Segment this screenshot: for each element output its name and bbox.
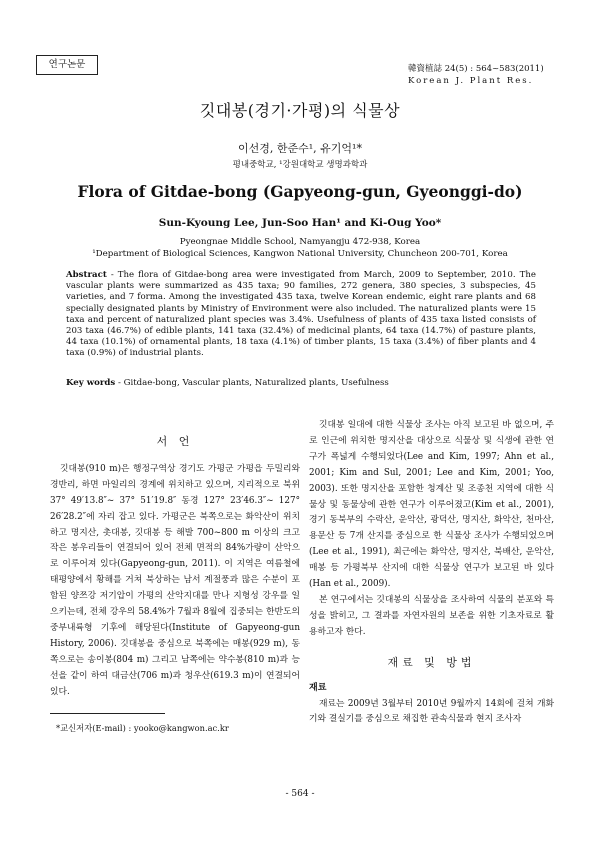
- journal-reference: [408, 63, 548, 87]
- korean-title: 깃대봉(경기·가평)의 식물상: [199, 101, 401, 120]
- korean-authors: 이선경, 한준수¹, 유기억¹*: [238, 142, 362, 155]
- korean-affiliation: 평내중학교, ¹강원대학교 생명과학과: [232, 160, 368, 170]
- materials-paragraph: 재료는 2009년 3월부터 2010년 9월까지 14회에 걸쳐 개화기와 결실기를 중심으로 채집한 관속식물과 현지 조사자: [309, 698, 554, 725]
- right-column: [309, 418, 554, 728]
- introduction-paragraph-3: 본 연구에서는 깃대봉의 식물상을 조사하여 식물의 분포와 특성을 밝히고, 그 결과를 자연자원의 보존을 위한 기초자료로 활용하고자 한다.: [309, 594, 554, 637]
- affiliation-line-1: Pyeongnae Middle School, Namyangju 472-938, Korea: [179, 237, 421, 247]
- abstract: [66, 270, 536, 360]
- english-affiliation: [0, 236, 600, 260]
- keywords-text: - Gitdae-bong, Vascular plants, Naturalized plants, Usefulness: [115, 378, 389, 388]
- abstract-text: - The flora of Gitdae-bong area were investigated from March, 2009 to September, 2010. The vascular plants were summarized as 435 taxa; 90 families, 272 genera, 380 species, 3 subspecies, 45 varieties, and 7 forma. Among the investigated 435 taxa, twelve Korean endemic, eight rare plants and 68 specially designated plants by Ministry of Environment were also included. The naturalized plants were 15 taxa and percent of naturalized plant species was 3.4%. Usefulness of plants of 435 taxa listed consists of 203 taxa (46.7%) of edible plants, 141 taxa (32.4%) of medicinal plants, 64 taxa (14.7%) of pasture plants, 44 taxa (10.1%) of ornamental plants, 18 taxa (4.1%) of timber plants, 15 taxa (3.4%) of fiber plants and 4 taxa (0.9%) of industrial plants.: [66, 270, 536, 359]
- keywords: [66, 378, 536, 388]
- abstract-label: Abstract: [66, 270, 107, 280]
- english-authors: Sun-Kyoung Lee, Jun-Soo Han¹ and Ki-Oug Yoo*: [158, 217, 442, 229]
- article-type-tag: 연구논문: [36, 55, 98, 75]
- materials-subheading: 재료: [309, 682, 327, 693]
- corresponding-author-footnote: *교신저자(E-mail) : yooko@kangwon.ac.kr: [56, 723, 229, 733]
- introduction-paragraph: 깃대봉(910 m)은 행정구역상 경기도 가평군 가평읍 두밀리와 경반리, 하면 마일리의 경계에 위치하고 있으며, 지리적으로 북위 37° 49′13.8″~ 37° 51′19.8″ 동경 127° 23′46.3″~ 127° 26′28.2″에 자리 잡고 있다. 가평군은 북쪽으로는 화악산이 위치하고 명지산, 촛대봉, 깃대봉 등 해발 700~800 m 이상의 크고 작은 봉우리들이 연결되어 있어 전체 면적의 84%가량이 산악으로 이루어져 있다(Gapyeong-gun, 2011). 이 지역은 여름철에 태평양에서 황해를 거쳐 북상하는 남서 계절풍과 많은 수분이 포함된 양쯔강 저기압이 가평의 산악지대를 만나 지형성 강우를 일으키는데, 전체 강우의 58.4%가 7월과 8월에 집중되는 한반도의 중부내륙형 기후에 해당된다(Institute of Gapyeong-gun History, 2006). 깃대봉을 중심으로 북쪽에는 매봉(929 m), 동쪽으로는 송이봉(804 m) 그리고 남쪽에는 약수봉(810 m)과 능선을 같이 하여 대금산(706 m)과 청우산(619.3 m)이 연결되어 있다.: [50, 463, 300, 697]
- english-title: Flora of Gitdae-bong (Gapyeong-gun, Gyeonggi-do): [77, 182, 523, 201]
- introduction-paragraph-2: 깃대봉 일대에 대한 식물상 조사는 아직 보고된 바 없으며, 주로 인근에 위치한 명지산을 대상으로 식물상 및 식생에 관한 연구가 폭넓게 수행되었다(Lee and Kim, 1997; Ahn et al., 2001; Kim and Sul, 2001; Lee and Kim, 2001; Yoo, 2003). 또한 명지산을 포함한 청계산 및 조종천 지역에 대한 식물상 및 동물상에 관한 연구가 이루어졌고(Kim et al., 2001), 경기 동북부의 수락산, 운악산, 광덕산, 명지산, 화악산, 천마산, 용문산 등 7개 산지를 중심으로 한 식물상 조사가 수행되었으며(Lee et al., 1991), 최근에는 화악산, 명지산, 북배산, 운악산, 매봉 등 가평북부 산지에 대한 식물상 연구가 보고된 바 있다(Han et al., 2009).: [309, 420, 554, 590]
- journal-name: Korean J. Plant Res.: [408, 76, 534, 86]
- keywords-label: Key words: [66, 378, 116, 388]
- page-number: - 564 -: [285, 789, 315, 799]
- affiliation-line-2: ¹Department of Biological Sciences, Kangwon National University, Chuncheon 200-701, Korea: [92, 249, 508, 259]
- journal-citation: 韓資植誌 24(5) : 564~583(2011): [408, 64, 544, 74]
- introduction-heading: 서 언: [156, 435, 194, 448]
- footnote-rule: [50, 713, 165, 714]
- methods-heading: 재료 및 방법: [387, 655, 476, 669]
- left-column: [50, 434, 300, 701]
